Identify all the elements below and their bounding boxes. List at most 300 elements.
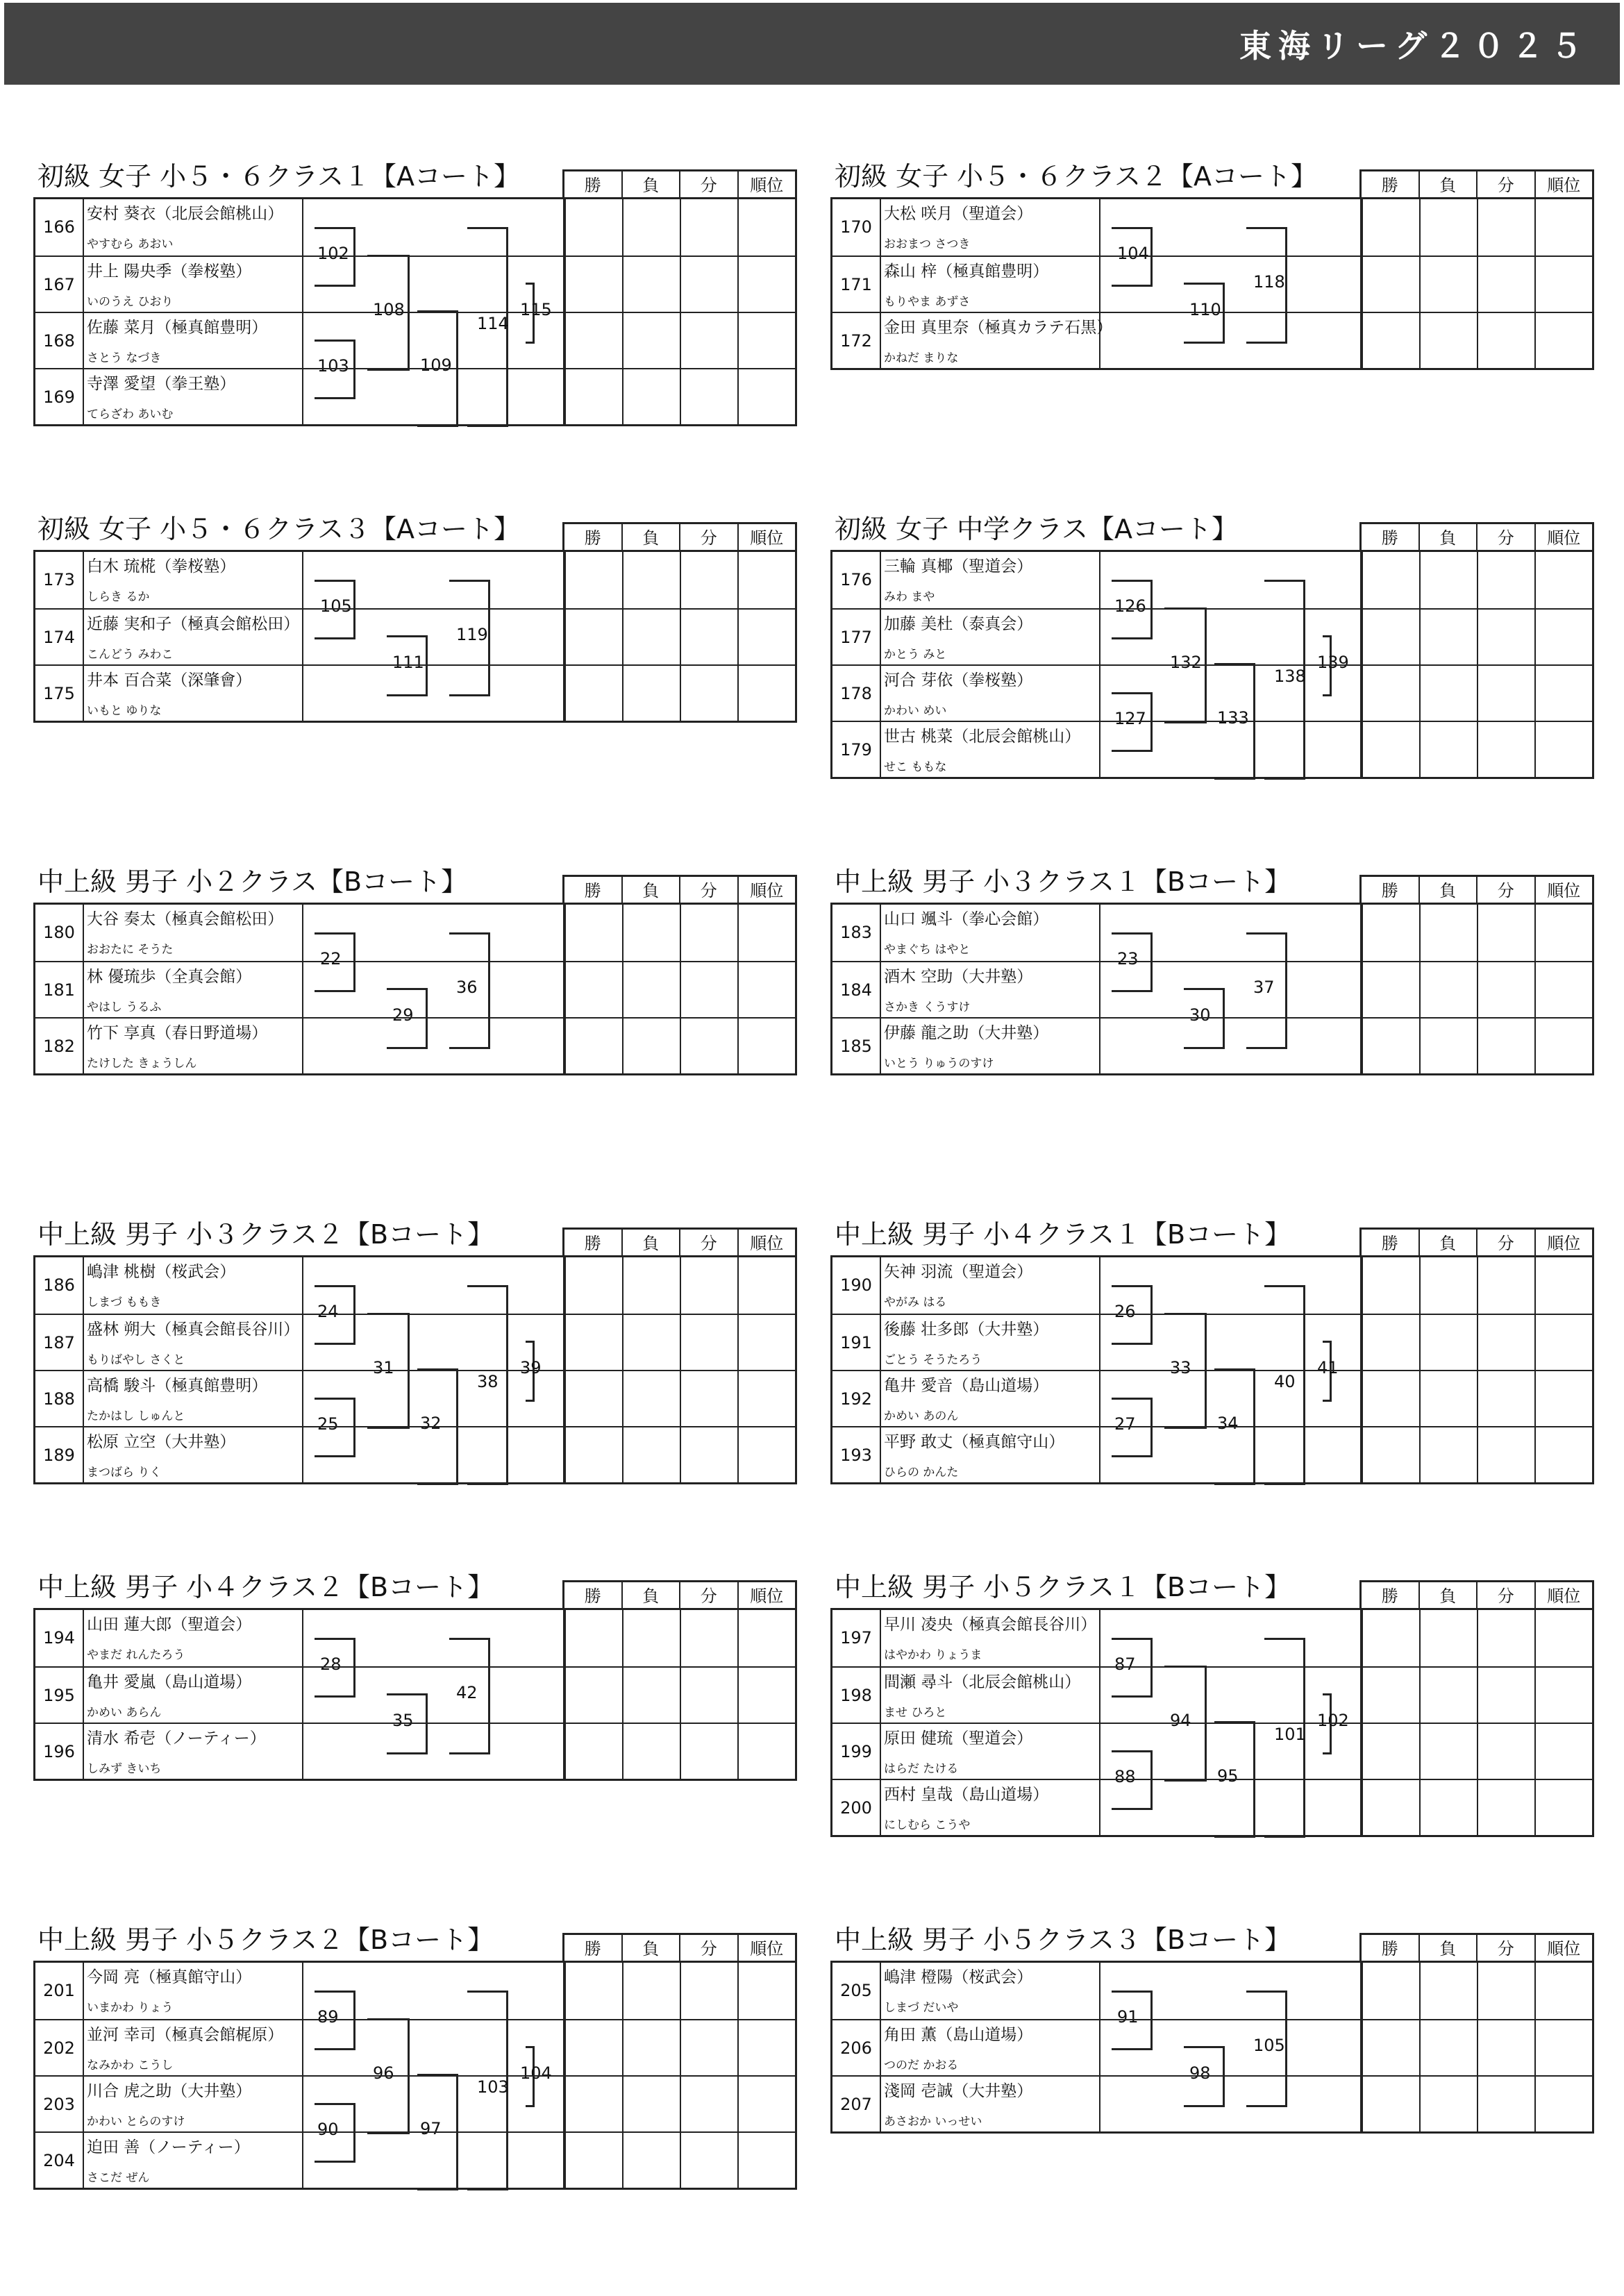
score-cell[interactable] <box>737 369 795 426</box>
score-cell[interactable] <box>622 313 680 369</box>
bracket-grid <box>830 197 1594 370</box>
match-number: 111 <box>392 653 424 672</box>
score-cell[interactable] <box>622 1257 680 1314</box>
score-cell[interactable] <box>1362 257 1419 313</box>
player-row <box>832 199 1592 255</box>
score-cell[interactable] <box>680 1427 737 1484</box>
score-cell[interactable] <box>1477 2077 1534 2133</box>
match-number: 108 <box>373 299 405 319</box>
score-cell[interactable] <box>1419 2077 1477 2133</box>
match-number: 88 <box>1114 1767 1136 1786</box>
score-cell[interactable] <box>1419 1668 1477 1724</box>
score-cell[interactable] <box>737 199 795 255</box>
player-kana: やがみ はる <box>884 1296 947 1309</box>
score-cell[interactable] <box>737 1315 795 1371</box>
player-name: 原田 健琉（聖道会） <box>884 1729 1033 1748</box>
player-number: 176 <box>832 552 881 608</box>
player-number: 185 <box>832 1019 881 1075</box>
player-number: 174 <box>35 610 84 666</box>
score-cell[interactable] <box>1419 610 1477 666</box>
bracket-block <box>830 1216 1594 1484</box>
bracket-block <box>830 1569 1594 1837</box>
score-cell[interactable] <box>1362 1780 1419 1836</box>
player-row <box>35 2131 795 2189</box>
score-cell[interactable] <box>737 2020 795 2077</box>
score-cell[interactable] <box>1477 552 1534 608</box>
player-kana: しらき るか <box>87 590 150 604</box>
score-cell[interactable] <box>1362 722 1419 778</box>
score-cell[interactable] <box>737 1427 795 1484</box>
score-cell[interactable] <box>564 1257 622 1314</box>
score-cell[interactable] <box>622 1371 680 1427</box>
score-header <box>1359 1580 1594 1610</box>
score-cell[interactable] <box>564 257 622 313</box>
score-cell[interactable] <box>1362 313 1419 369</box>
player-kana: しまづ ももき <box>87 1296 162 1309</box>
player-row <box>35 2075 795 2133</box>
player-number: 178 <box>832 666 881 722</box>
player-row <box>35 199 795 255</box>
score-cell[interactable] <box>1362 1019 1419 1075</box>
score-cell[interactable] <box>737 257 795 313</box>
score-cell[interactable] <box>1534 1371 1592 1427</box>
player-row <box>832 721 1592 778</box>
score-cell[interactable] <box>1477 1668 1534 1724</box>
player-kana: さとう なづき <box>87 351 162 365</box>
bracket-grid <box>830 1255 1594 1484</box>
player-kana: たけした きょうしん <box>87 1057 197 1071</box>
score-cell[interactable] <box>680 962 737 1019</box>
match-number: 98 <box>1189 2063 1211 2083</box>
score-cell[interactable] <box>1419 1315 1477 1371</box>
score-cell[interactable] <box>737 1257 795 1314</box>
match-number: 102 <box>1317 1711 1349 1730</box>
score-cell[interactable] <box>622 905 680 961</box>
score-cell[interactable] <box>737 1963 795 2019</box>
score-cell[interactable] <box>564 962 622 1019</box>
bracket-block <box>33 158 797 426</box>
score-header-3: 順位 <box>737 171 796 199</box>
bracket-grid <box>830 550 1594 779</box>
player-kana: こんどう みわこ <box>87 648 174 662</box>
player-kana: はらだ たける <box>884 1762 959 1776</box>
score-cell[interactable] <box>1477 1257 1534 1314</box>
match-number: 109 <box>420 355 452 375</box>
score-cell[interactable] <box>1477 1724 1534 1780</box>
score-cell[interactable] <box>622 1315 680 1371</box>
player-number: 199 <box>832 1724 881 1780</box>
score-header-0: 勝 <box>1381 1939 1398 1959</box>
player-kana: なみかわ こうし <box>87 2059 174 2072</box>
score-cell[interactable] <box>564 313 622 369</box>
player-name: 近藤 実和子（極真会館松田） <box>87 615 300 633</box>
score-cell[interactable] <box>564 2020 622 2077</box>
score-cell[interactable] <box>564 1371 622 1427</box>
score-cell[interactable] <box>737 666 795 722</box>
score-cell[interactable] <box>1419 1724 1477 1780</box>
score-cell[interactable] <box>1362 552 1419 608</box>
score-cell[interactable] <box>680 1668 737 1724</box>
player-row <box>35 608 795 666</box>
score-cell[interactable] <box>1477 199 1534 255</box>
player-number: 168 <box>35 313 84 369</box>
score-cell[interactable] <box>622 1427 680 1484</box>
score-cell[interactable] <box>680 1610 737 1666</box>
score-header-1: 負 <box>621 877 680 905</box>
score-cell[interactable] <box>1534 1315 1592 1371</box>
player-row <box>35 905 795 961</box>
score-cell[interactable] <box>622 1668 680 1724</box>
player-kana: やすむら あおい <box>87 237 174 251</box>
match-number: 115 <box>520 300 552 319</box>
player-name: 後藤 壮多郎（大井塾） <box>884 1321 1049 1339</box>
score-cell[interactable] <box>680 1963 737 2019</box>
score-cell[interactable] <box>622 1963 680 2019</box>
match-number: 95 <box>1217 1766 1239 1786</box>
score-cell[interactable] <box>622 962 680 1019</box>
player-name: 間瀬 尋斗（北辰会館桃山） <box>884 1673 1081 1691</box>
score-cell[interactable] <box>680 199 737 255</box>
match-number: 94 <box>1170 1710 1191 1730</box>
score-cell[interactable] <box>1362 1668 1419 1724</box>
score-cell[interactable] <box>1534 1963 1592 2019</box>
score-cell[interactable] <box>1362 1963 1419 2019</box>
score-cell[interactable] <box>1534 199 1592 255</box>
score-cell[interactable] <box>1534 257 1592 313</box>
match-number: 90 <box>317 2120 339 2139</box>
player-number: 194 <box>35 1610 84 1666</box>
score-cell[interactable] <box>680 1315 737 1371</box>
player-kana: もりばやし さくと <box>87 1353 185 1367</box>
bracket-grid <box>830 903 1594 1075</box>
player-kana: ませ ひろと <box>884 1706 947 1720</box>
score-cell[interactable] <box>1534 2020 1592 2077</box>
score-cell[interactable] <box>1362 2020 1419 2077</box>
score-cell[interactable] <box>680 905 737 961</box>
player-name: 松原 立空（大井塾） <box>87 1433 236 1451</box>
score-header-1: 負 <box>1418 171 1477 199</box>
score-cell[interactable] <box>564 1610 622 1666</box>
score-cell[interactable] <box>1477 610 1534 666</box>
player-row <box>35 1666 795 1724</box>
score-cell[interactable] <box>1477 313 1534 369</box>
match-number: 34 <box>1217 1414 1239 1433</box>
score-cell[interactable] <box>1419 313 1477 369</box>
score-header-1: 負 <box>1418 1230 1477 1257</box>
player-row <box>832 1779 1592 1836</box>
player-row <box>832 664 1592 722</box>
match-number: 41 <box>1317 1358 1339 1377</box>
match-number: 87 <box>1114 1654 1136 1674</box>
score-cell[interactable] <box>680 257 737 313</box>
score-cell[interactable] <box>1362 1724 1419 1780</box>
player-row <box>35 1370 795 1427</box>
player-row <box>832 552 1592 608</box>
score-cell[interactable] <box>737 1371 795 1427</box>
score-cell[interactable] <box>1477 1963 1534 2019</box>
match-number: 110 <box>1189 300 1221 319</box>
score-cell[interactable] <box>1362 905 1419 961</box>
score-cell[interactable] <box>1419 257 1477 313</box>
player-number: 172 <box>832 313 881 369</box>
score-cell[interactable] <box>1419 905 1477 961</box>
score-cell[interactable] <box>1419 1427 1477 1484</box>
match-number: 101 <box>1274 1725 1306 1744</box>
score-cell[interactable] <box>564 199 622 255</box>
player-row <box>832 2075 1592 2133</box>
score-cell[interactable] <box>680 313 737 369</box>
score-header-2: 分 <box>1476 1230 1534 1257</box>
score-header-2: 分 <box>679 1582 737 1610</box>
score-cell[interactable] <box>564 1315 622 1371</box>
score-cell[interactable] <box>564 1019 622 1075</box>
score-cell[interactable] <box>1362 1427 1419 1484</box>
score-cell[interactable] <box>737 2077 795 2133</box>
score-header-1: 負 <box>621 1230 680 1257</box>
score-cell[interactable] <box>1477 1780 1534 1836</box>
score-cell[interactable] <box>737 1668 795 1724</box>
player-number: 191 <box>832 1315 881 1371</box>
player-row <box>35 2019 795 2077</box>
bracket-grid <box>33 1608 797 1781</box>
score-cell[interactable] <box>1362 1371 1419 1427</box>
score-cell[interactable] <box>622 369 680 426</box>
score-header <box>562 169 797 199</box>
score-cell[interactable] <box>1534 2077 1592 2133</box>
score-cell[interactable] <box>737 2133 795 2189</box>
score-header-1: 負 <box>621 1935 680 1963</box>
score-cell[interactable] <box>737 552 795 608</box>
score-cell[interactable] <box>737 610 795 666</box>
score-cell[interactable] <box>680 610 737 666</box>
score-header-0: 勝 <box>584 176 601 195</box>
score-cell[interactable] <box>1477 722 1534 778</box>
score-cell[interactable] <box>1419 666 1477 722</box>
player-row <box>35 1610 795 1666</box>
score-cell[interactable] <box>1534 1780 1592 1836</box>
score-cell[interactable] <box>1419 722 1477 778</box>
score-cell[interactable] <box>564 1963 622 2019</box>
player-number: 196 <box>35 1724 84 1780</box>
score-cell[interactable] <box>1534 1610 1592 1666</box>
score-cell[interactable] <box>1477 257 1534 313</box>
score-cell[interactable] <box>564 1427 622 1484</box>
score-cell[interactable] <box>1534 1257 1592 1314</box>
match-number: 39 <box>520 1358 542 1377</box>
player-name: 西村 皇哉（島山道場） <box>884 1786 1049 1804</box>
player-name: 森山 梓（極真館豊明） <box>884 262 1049 280</box>
score-cell[interactable] <box>680 2020 737 2077</box>
score-cell[interactable] <box>1534 1427 1592 1484</box>
score-cell[interactable] <box>680 666 737 722</box>
player-kana: しまづ だいや <box>884 2001 959 2015</box>
player-number: 171 <box>832 257 881 313</box>
score-cell[interactable] <box>1362 610 1419 666</box>
score-cell[interactable] <box>1534 722 1592 778</box>
score-cell[interactable] <box>1477 1610 1534 1666</box>
score-cell[interactable] <box>1362 1315 1419 1371</box>
player-name: 山口 颯斗（拳心会館） <box>884 910 1049 928</box>
player-name: 山田 蓮大郎（聖道会） <box>87 1616 252 1634</box>
score-cell[interactable] <box>680 1724 737 1780</box>
score-cell[interactable] <box>1362 666 1419 722</box>
score-cell[interactable] <box>680 552 737 608</box>
match-number: 40 <box>1274 1372 1296 1391</box>
score-header <box>562 522 797 552</box>
score-cell[interactable] <box>1362 1610 1419 1666</box>
score-cell[interactable] <box>1362 199 1419 255</box>
match-number: 24 <box>317 1302 339 1321</box>
match-number: 22 <box>320 949 342 969</box>
match-number: 126 <box>1114 596 1146 616</box>
player-name: 矢神 羽流（聖道会） <box>884 1263 1033 1281</box>
score-cell[interactable] <box>1419 962 1477 1019</box>
score-cell[interactable] <box>1419 199 1477 255</box>
score-cell[interactable] <box>1419 1019 1477 1075</box>
player-number: 195 <box>35 1668 84 1724</box>
match-number: 119 <box>456 625 488 644</box>
score-cell[interactable] <box>1362 962 1419 1019</box>
score-cell[interactable] <box>622 2133 680 2189</box>
score-cell[interactable] <box>622 610 680 666</box>
score-header-1: 負 <box>1418 1582 1477 1610</box>
score-header-3: 順位 <box>1534 1582 1593 1610</box>
score-cell[interactable] <box>622 199 680 255</box>
match-number: 23 <box>1117 949 1139 969</box>
player-number: 190 <box>832 1257 881 1314</box>
player-kana: さかき くうすけ <box>884 1000 971 1014</box>
score-cell[interactable] <box>1419 1780 1477 1836</box>
score-cell[interactable] <box>1419 1257 1477 1314</box>
score-cell[interactable] <box>1419 552 1477 608</box>
score-cell[interactable] <box>1477 962 1534 1019</box>
player-kana: みわ まや <box>884 590 935 604</box>
score-cell[interactable] <box>622 552 680 608</box>
score-cell[interactable] <box>564 905 622 961</box>
player-row <box>832 1666 1592 1724</box>
player-row <box>35 1963 795 2019</box>
score-cell[interactable] <box>1419 1963 1477 2019</box>
player-row <box>35 1257 795 1314</box>
score-cell[interactable] <box>1534 666 1592 722</box>
score-header <box>1359 1933 1594 1963</box>
score-cell[interactable] <box>622 1724 680 1780</box>
score-cell[interactable] <box>1477 1315 1534 1371</box>
player-number: 188 <box>35 1371 84 1427</box>
score-cell[interactable] <box>622 2020 680 2077</box>
score-cell[interactable] <box>737 1019 795 1075</box>
player-kana: いもと ゆりな <box>87 704 162 718</box>
score-cell[interactable] <box>1477 1427 1534 1484</box>
score-cell[interactable] <box>564 2077 622 2133</box>
score-cell[interactable] <box>1534 1668 1592 1724</box>
score-cell[interactable] <box>1534 962 1592 1019</box>
player-name: 大松 咲月（聖道会） <box>884 205 1033 223</box>
score-cell[interactable] <box>1362 2077 1419 2133</box>
score-header-0: 勝 <box>584 1234 601 1253</box>
bracket-block <box>33 864 797 1075</box>
player-row <box>832 1610 1592 1666</box>
match-number: 27 <box>1114 1414 1136 1434</box>
score-cell[interactable] <box>622 1019 680 1075</box>
match-number: 96 <box>373 2063 394 2083</box>
score-cell[interactable] <box>622 2077 680 2133</box>
score-header-1: 負 <box>621 171 680 199</box>
score-cell[interactable] <box>564 610 622 666</box>
score-cell[interactable] <box>737 1610 795 1666</box>
score-cell[interactable] <box>564 1668 622 1724</box>
score-cell[interactable] <box>564 1724 622 1780</box>
player-kana: ひらの かんた <box>884 1466 959 1480</box>
score-cell[interactable] <box>680 1257 737 1314</box>
match-number: 37 <box>1253 978 1275 997</box>
player-name: 河合 芽依（拳桜塾） <box>884 671 1033 689</box>
score-cell[interactable] <box>622 257 680 313</box>
player-row <box>832 608 1592 666</box>
score-header-0: 勝 <box>584 528 601 548</box>
score-cell[interactable] <box>1534 1724 1592 1780</box>
score-cell[interactable] <box>1419 2020 1477 2077</box>
score-cell[interactable] <box>564 369 622 426</box>
score-header-2: 分 <box>1476 1935 1534 1963</box>
score-cell[interactable] <box>737 905 795 961</box>
score-cell[interactable] <box>1534 313 1592 369</box>
score-cell[interactable] <box>680 2077 737 2133</box>
player-name: 淺岡 壱誠（大井塾） <box>884 2082 1033 2100</box>
score-cell[interactable] <box>1419 1371 1477 1427</box>
score-cell[interactable] <box>737 1724 795 1780</box>
score-cell[interactable] <box>680 2133 737 2189</box>
block-title: 中上級 男子 小３クラス２【Bコート】 <box>37 1219 494 1250</box>
player-kana: はやかわ りょうま <box>884 1648 982 1662</box>
score-header-0: 勝 <box>584 881 601 900</box>
player-number: 207 <box>832 2077 881 2133</box>
score-cell[interactable] <box>1477 666 1534 722</box>
score-header-1: 負 <box>1418 877 1477 905</box>
player-kana: あさおか いっせい <box>884 2115 982 2129</box>
score-cell[interactable] <box>1477 2020 1534 2077</box>
score-cell[interactable] <box>622 666 680 722</box>
player-number: 189 <box>35 1427 84 1484</box>
score-cell[interactable] <box>680 369 737 426</box>
score-cell[interactable] <box>1534 1019 1592 1075</box>
score-header-3: 順位 <box>737 1935 796 1963</box>
match-number: 118 <box>1253 272 1285 292</box>
player-row <box>832 255 1592 313</box>
score-cell[interactable] <box>1477 1019 1534 1075</box>
score-header-2: 分 <box>679 524 737 552</box>
player-name: 白木 琉椛（拳桜塾） <box>87 558 236 576</box>
player-name: 盛林 朔大（極真会館長谷川） <box>87 1321 300 1339</box>
score-header-1: 負 <box>1418 1935 1477 1963</box>
score-cell[interactable] <box>1477 1371 1534 1427</box>
score-cell[interactable] <box>737 313 795 369</box>
score-cell[interactable] <box>1534 610 1592 666</box>
score-cell[interactable] <box>680 1371 737 1427</box>
score-cell[interactable] <box>564 2133 622 2189</box>
player-name: 亀井 愛音（島山道場） <box>884 1377 1049 1395</box>
score-cell[interactable] <box>622 1610 680 1666</box>
score-cell[interactable] <box>1534 905 1592 961</box>
score-cell[interactable] <box>1419 1610 1477 1666</box>
score-cell[interactable] <box>737 962 795 1019</box>
score-cell[interactable] <box>1477 905 1534 961</box>
score-cell[interactable] <box>1534 552 1592 608</box>
score-cell[interactable] <box>564 666 622 722</box>
score-cell[interactable] <box>1362 1257 1419 1314</box>
score-cell[interactable] <box>680 1019 737 1075</box>
score-cell[interactable] <box>564 552 622 608</box>
